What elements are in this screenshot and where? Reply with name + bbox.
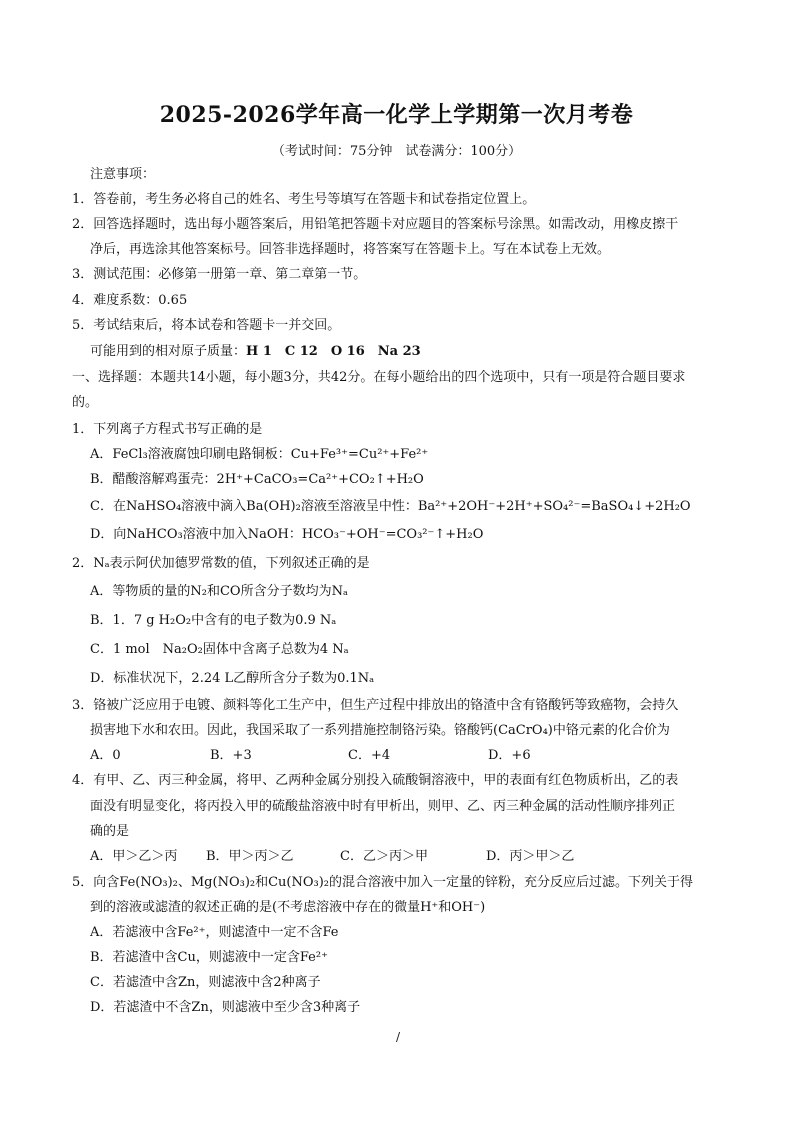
q5-stem-1: 5．向含Fe(NO₃)₂、Mg(NO₃)₂和Cu(NO₃)₂的混合溶液中加入一定量的锌粉，充分反应后过滤。下列关于得 (72, 875, 694, 890)
page-title: 2025-2026学年高一化学上学期第一次月考卷 (159, 102, 634, 128)
note-2: 2．回答选择题时，选出每小题答案后，用铅笔把答题卡对应题目的答案标号涂黑。如需改动，用橡皮擦干 (72, 217, 679, 232)
q4-option-b: B．甲＞丙＞乙 (206, 849, 294, 864)
q3-stem-2: 损害地下水和农田。因此，我国采取了一系列措施控制铬污染。铬酸钙(CaCrO₄)中铬元素的化合价为 (90, 723, 670, 738)
q4-stem-2: 面没有明显变化，将丙投入甲的硫酸盐溶液中时有甲析出，则甲、乙、丙三种金属的活动性顺序排列正 (90, 799, 676, 814)
q5-option-a: A．若滤液中含Fe²⁺，则滤渣中一定不含Fe (90, 925, 339, 940)
q4-option-c: C．乙＞丙＞甲 (340, 849, 428, 864)
note-1: 1．答卷前，考生务必将自己的姓名、考生号等填写在答题卡和试卷指定位置上。 (72, 192, 536, 207)
q2-option-b: B．1．7 g H₂O₂中含有的电子数为0.9 Nₐ (90, 613, 337, 628)
q3-stem-1: 3．铬被广泛应用于电镀、颜料等化工生产中，但生产过程中排放出的铬渣中含有铬酸钙等致癌物，会持久 (72, 698, 679, 713)
q2-option-a: A．等物质的量的N₂和CO所含分子数均为Nₐ (90, 584, 348, 599)
q1-option-d: D．向NaHCO₃溶液中加入NaOH：HCO₃⁻+OH⁻=CO₃²⁻↑+H₂O (90, 527, 484, 542)
q1-stem: 1．下列离子方程式书写正确的是 (72, 422, 263, 437)
q4-options (90, 847, 574, 867)
note-2-cont: 净后，再选涂其他答案标号。回答非选择题时，将答案写在答题卡上。写在本试卷上无效。 (90, 242, 611, 257)
q5-option-d: D．若滤渣中不含Zn，则滤液中至少含3种离子 (90, 1000, 361, 1015)
q2-option-d: D．标准状况下，2.24 L乙醇所含分子数为0.1Nₐ (90, 671, 375, 686)
q5-stem-2: 到的溶液或滤渣的叙述正确的是(不考虑溶液中存在的微量H⁺和OH⁻) (90, 900, 486, 915)
q3-option-b: B．+3 (210, 748, 252, 763)
q4-stem-1: 4．有甲、乙、丙三种金属，将甲、乙两种金属分别投入硫酸铜溶液中，甲的表面有红色物质析出，乙的表 (72, 773, 679, 788)
page-footer: / (396, 1030, 401, 1044)
q4-stem-3: 确的是 (90, 824, 130, 839)
notes-heading: 注意事项： (90, 167, 156, 182)
note-5: 5．考试结束后，将本试卷和答题卡一并交回。 (72, 318, 341, 333)
q3-option-c: C．+4 (348, 748, 391, 763)
atomic-mass-line (90, 342, 421, 362)
exam-info: （考试时间：75分钟 试卷满分：100分） (271, 144, 522, 159)
q5-option-c: C．若滤渣中含Zn，则滤液中含2种离子 (90, 975, 321, 990)
q2-option-c: C．1 mol Na₂O₂固体中含离子总数为4 Nₐ (90, 642, 349, 657)
atomic-mass-values: H 1 C 12 O 16 Na 23 (246, 344, 421, 359)
section-1-heading: 一、选择题：本题共14小题，每小题3分，共42分。在每小题给出的四个选项中，只有一项是符合题目要求 (72, 370, 686, 385)
q4-option-d: D．丙＞甲＞乙 (486, 849, 575, 864)
q1-option-c: C．在NaHSO₄溶液中滴入Ba(OH)₂溶液至溶液呈中性：Ba²⁺+2OH⁻+2H⁺+SO₄²⁻=BaSO₄↓+2H₂O (90, 499, 691, 514)
q1-option-b: B．醋酸溶解鸡蛋壳：2H⁺+CaCO₃=Ca²⁺+CO₂↑+H₂O (90, 472, 424, 487)
q3-option-d: D．+6 (488, 748, 531, 763)
q2-stem: 2．Nₐ表示阿伏加德罗常数的值，下列叙述正确的是 (72, 556, 370, 571)
note-3: 3．测试范围：必修第一册第一章、第二章第一节。 (72, 267, 367, 282)
q3-option-a: A．0 (90, 748, 121, 763)
q1-option-a: A．FeCl₃溶液腐蚀印刷电路铜板：Cu+Fe³⁺=Cu²⁺+Fe²⁺ (90, 447, 429, 462)
atomic-mass-label: 可能用到的相对原子质量： (90, 344, 247, 359)
q4-option-a: A．甲＞乙＞丙 (90, 849, 178, 864)
q5-option-b: B．若滤渣中含Cu，则滤液中一定含Fe²⁺ (90, 950, 328, 965)
note-4: 4．难度系数：0.65 (72, 293, 188, 308)
section-1-heading-cont: 的。 (72, 395, 99, 410)
q3-options (90, 746, 531, 766)
